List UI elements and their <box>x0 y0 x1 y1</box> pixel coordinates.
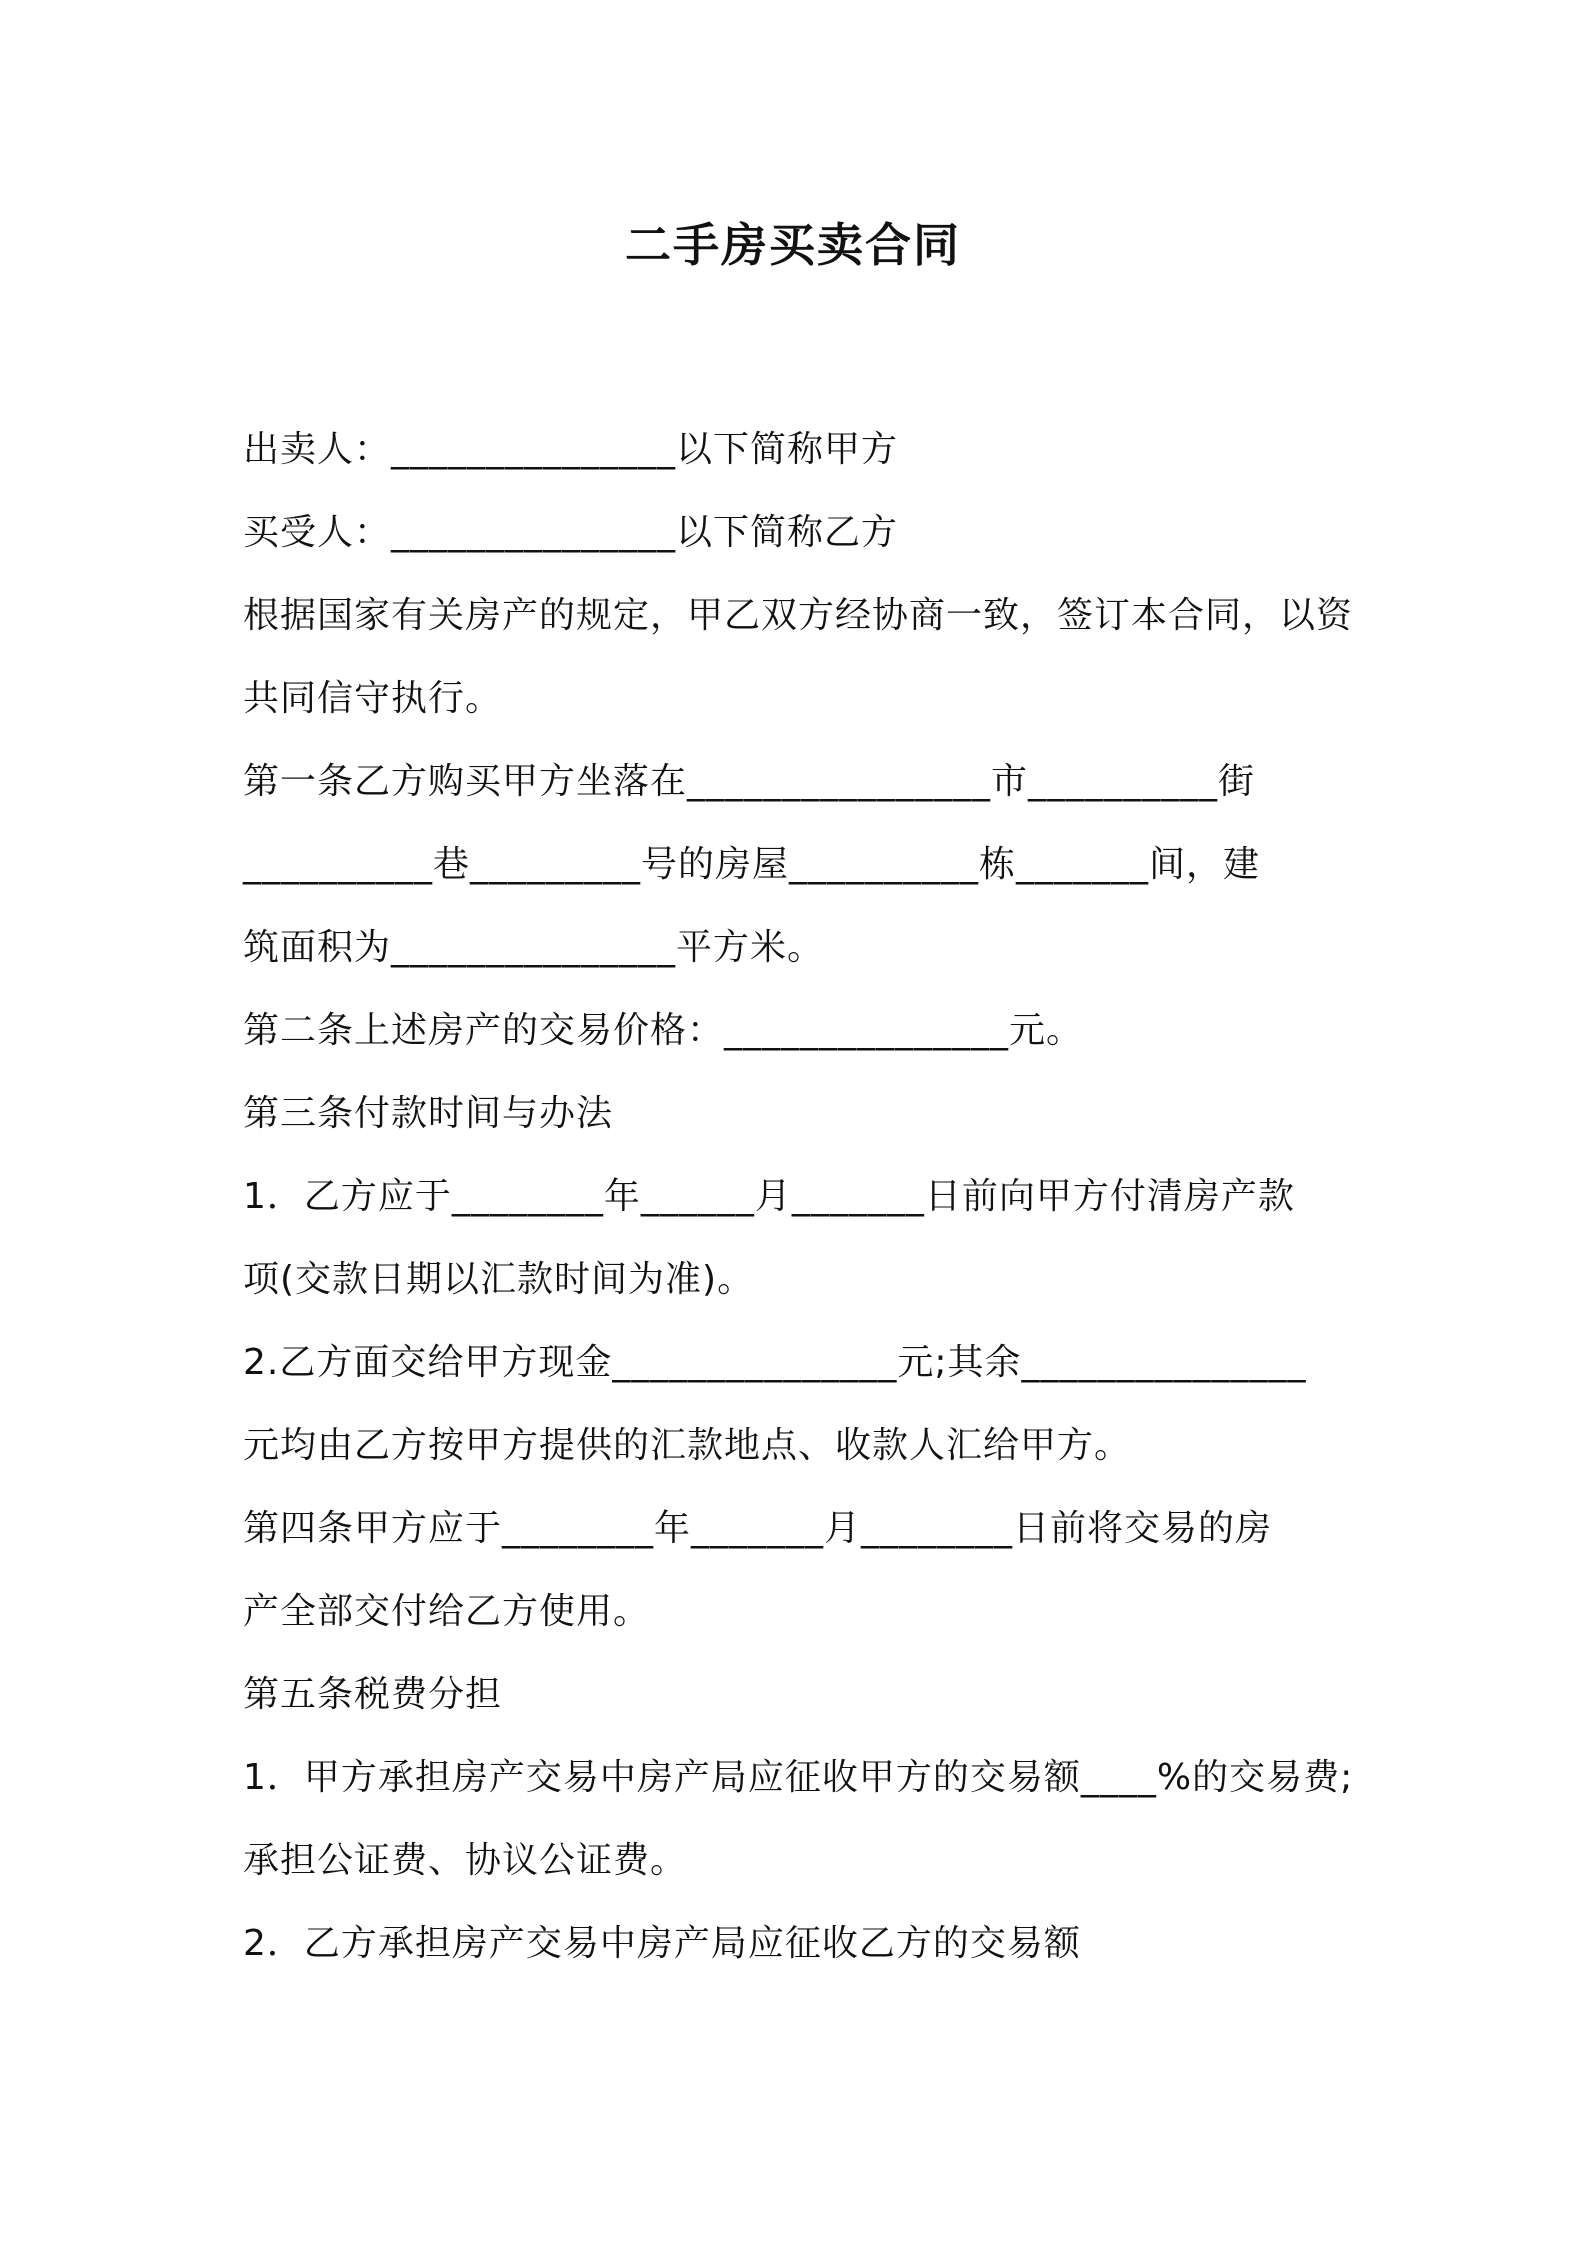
buyer-line: 买受人：_______________以下简称乙方 <box>243 512 899 553</box>
article-5-item-1-line-1: 1．甲方承担房产交易中房产局应征收甲方的交易额____%的交易费; <box>243 1757 1354 1798</box>
preamble-line-1: 根据国家有关房产的规定，甲乙双方经协商一致，签订本合同，以资 <box>243 595 1354 636</box>
article-4-line-2: 产全部交付给乙方使用。 <box>243 1591 651 1632</box>
article-1-line-1: 第一条乙方购买甲方坐落在________________市__________街 <box>243 761 1256 802</box>
document-title: 二手房买卖合同 <box>625 218 961 272</box>
article-5-item-2-line-1: 2．乙方承担房产交易中房产局应征收乙方的交易额 <box>243 1923 1081 1964</box>
article-5-item-1-line-2: 承担公证费、协议公证费。 <box>243 1840 688 1881</box>
seller-line: 出卖人：_______________以下简称甲方 <box>243 429 899 470</box>
article-3-item-1-line-1: 1．乙方应于________年______月_______日前向甲方付清房产款 <box>243 1176 1295 1217</box>
article-2-line: 第二条上述房产的交易价格：_______________元。 <box>243 1010 1084 1051</box>
document-body <box>243 408 1363 1985</box>
article-3-item-2-line-2: 元均由乙方按甲方提供的汇款地点、收款人汇给甲方。 <box>243 1425 1132 1466</box>
preamble-line-2: 共同信守执行。 <box>243 678 503 719</box>
article-1-line-3: 筑面积为_______________平方米。 <box>243 927 825 968</box>
article-1-line-2: __________巷_________号的房屋__________栋_______间，建 <box>243 844 1261 885</box>
article-4-line-1: 第四条甲方应于________年_______月________日前将交易的房 <box>243 1508 1273 1549</box>
article-3-item-2-line-1: 2.乙方面交给甲方现金_______________元;其余_______________ <box>243 1342 1307 1383</box>
article-5-heading: 第五条税费分担 <box>243 1674 503 1715</box>
article-3-heading: 第三条付款时间与办法 <box>243 1093 614 1134</box>
article-3-item-1-line-2: 项(交款日期以汇款时间为准)。 <box>243 1259 755 1300</box>
